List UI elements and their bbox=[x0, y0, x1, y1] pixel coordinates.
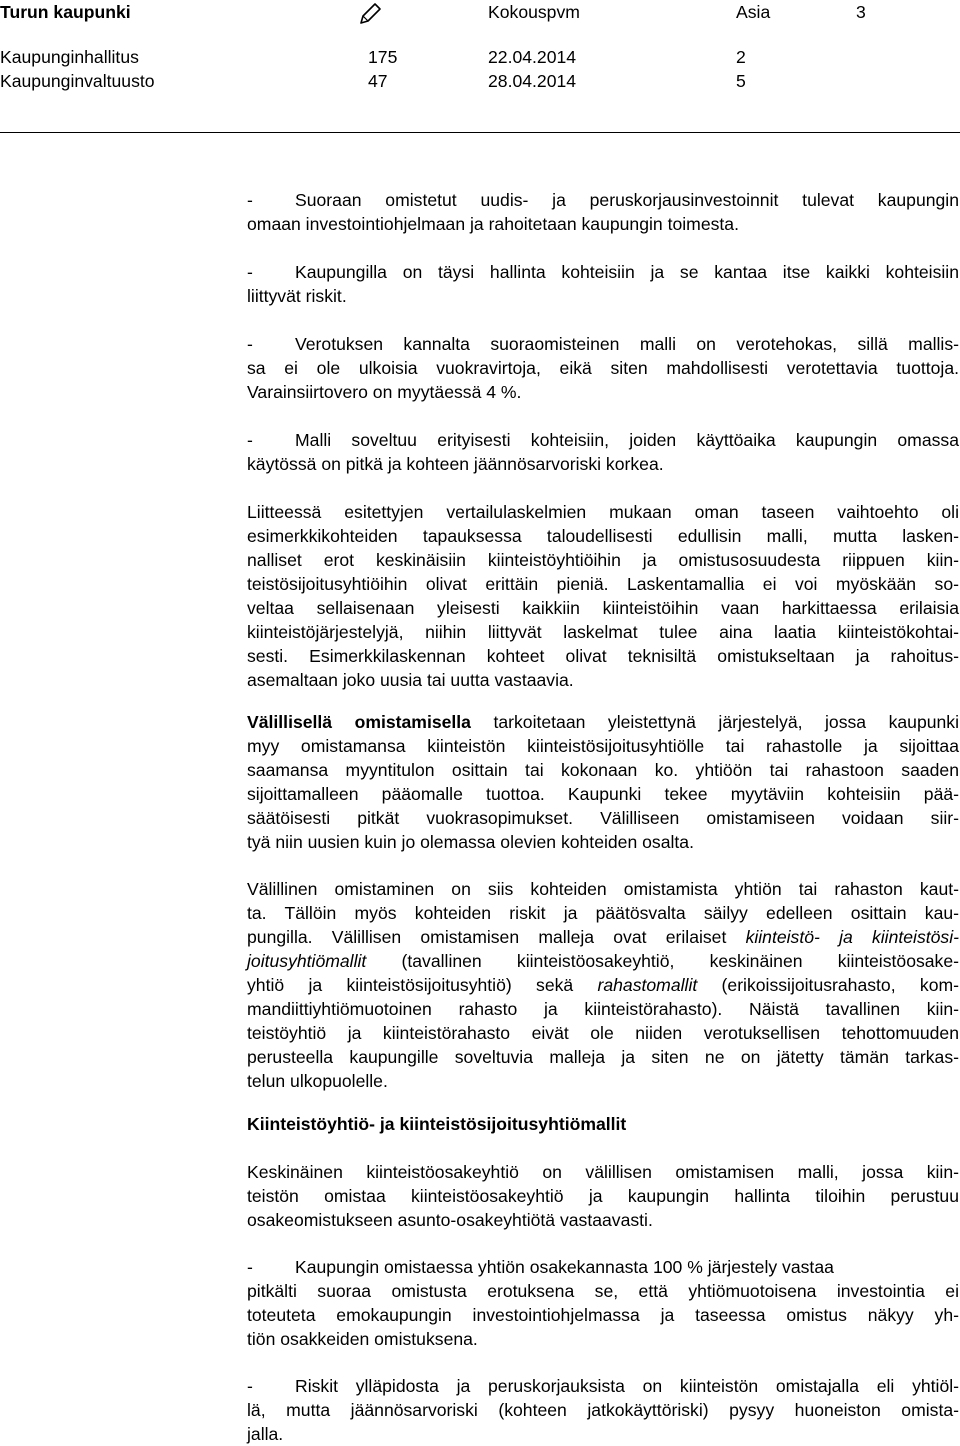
meeting-date: 22.04.2014 bbox=[488, 47, 577, 67]
meeting-body: Kaupunginhallitus bbox=[0, 47, 139, 67]
bullet-item: - Kaupungin omistaessa yhtiön osakekannasta 100 % järjestely vastaa pitkälti suoraa omistusta erotuksena se, että yhtiömuotoisena investointia ei toteuteta emokaupungin investointiohjelmassa ja taseessa omistus näkyy yh- tiön osakkeiden omistuksena. bbox=[247, 1257, 959, 1349]
meeting-number: 47 bbox=[368, 71, 388, 91]
bullet-item: - Kaupungilla on täysi hallinta kohteisiin ja se kantaa itse kaikki kohteisiin liittyvät riskit. bbox=[247, 262, 959, 306]
meeting-item: 5 bbox=[736, 71, 746, 91]
meeting-body: Kaupunginvaltuusto bbox=[0, 71, 155, 91]
meeting-number: 175 bbox=[368, 47, 398, 67]
paragraph: Välillisellä omistamisella tarkoitetaan yleistettynä järjestelyä, jossa kaupunki myy omistamansa kiinteistön kiinteistösijoitusyhtiölle tai rahastolle ja sijoittaa saamansa myyntitulon osittain tai kokonaan ko. yhtiöön tai rahastoon saaden sijoittamalleen pääomalle tuottoa. Kaupunki tekee myytäviin kohteisiin pää- säätöisesti pitkät vuokrasopimukset. Välilliseen omistamiseen voidaan siir- tyä niin uusien kuin jo olemassa olevien kohteiden osalta. bbox=[247, 712, 959, 852]
term-bold: Välillisellä omistamisella bbox=[247, 712, 471, 732]
page-number: 3 bbox=[856, 2, 866, 22]
bullet-item: - Suoraan omistetut uudis- ja peruskorjausinvestoinnit tulevat kaupungin omaan investointiohjelmaan ja rahoitetaan kaupungin toimesta. bbox=[247, 190, 959, 234]
org-name: Turun kaupunki bbox=[0, 2, 131, 22]
section-heading: Kiinteistöyhtiö- ja kiinteistösijoitusyhtiömallit bbox=[247, 1114, 627, 1134]
paragraph: Välillinen omistaminen on siis kohteiden omistamista yhtiön tai rahaston kaut- ta. Tällöin myös kohteiden riskit ja päätösvalta säilyy edelleen osittain kau- pungilla. Välillisen omistamisen malleja ovat erilaiset kiinteistö- ja kiinteistösi- joitusyhtiömallit (tavallinen kiinteistöosakeyhtiö, keskinäinen kiinteistöosake- yhtiö ja kiinteistösijoitusyhtiö) sekä rahastomallit (erikoissijoitusrahasto, kom- mandiittiyhtiömuotoinen rahasto ja kiinteistörahasto). Näistä tavallinen kiin- teistöyhtiö ja kiinteistörahasto eivät ole niiden verotuksellisen tehottomuuden perusteella kaupungille soveltuvia malleja ja siten ne on jätetty tämän tarkas- telun ulkopuolelle. bbox=[247, 879, 960, 1091]
bullet-item: - Riskit ylläpidosta ja peruskorjauksista on kiinteistön omistajalla eli yhtiöl- lä, mutta jäännösarvoriski (kohteen jatkokäyttöriski) pysyy huoneiston omista- jalla. bbox=[247, 1376, 959, 1444]
paragraph: Liitteessä esitettyjen vertailulaskelmien mukaan oman taseen vaihtoehto oli esimerkkikohteiden tapauksessa taloudellisesti edullisin malli, mutta lasken- nalliset erot keskinäisiin kiinteistöyhtiöihin ja omistusosuudesta riippuen kiin- teistösijoitusyhtiöihin olivat erittäin pieniä. Laskentamallia ei voi myöskään so- veltaa sellaisenaan yleisesti kaikkiin kiinteistöihin vaan harkittaessa erilaisia kiinteistöjärjestelyjä, niihin liittyvät laskelmat tulee aina laatia kiinteistökohtai- sesti. Esimerkkilaskennan kohteet olivat teknisiltä omistukseltaan ja rahoitus- asemaltaan joko uusia tai uutta vastaavia. bbox=[247, 502, 959, 690]
pen-icon bbox=[358, 2, 382, 26]
paragraph: Keskinäinen kiinteistöosakeyhtiö on välillisen omistamisen malli, jossa kiin- teistön omistaa kiinteistöosakeyhtiö ja kaupungin hallinta tiloihin perustuu osakeomistukseen asunto-osakeyhtiötä vastaavasti. bbox=[247, 1162, 959, 1230]
item-header: Asia bbox=[736, 2, 771, 22]
header-divider bbox=[0, 132, 960, 133]
meeting-date: 28.04.2014 bbox=[488, 71, 577, 91]
bullet-item: - Verotuksen kannalta suoraomisteinen malli on verotehokas, sillä mallis- sa ei ole ulkoisia vuokravirtoja, eikä siten mahdollisesti verotettavia tuottoja. Varainsiirtovero on myytäessä 4 %. bbox=[247, 334, 959, 402]
document-header bbox=[0, 0, 960, 140]
meeting-date-header: Kokouspvm bbox=[488, 2, 580, 22]
bullet-item: - Malli soveltuu erityisesti kohteisiin, joiden käyttöaika kaupungin omassa käytössä on pitkä ja kohteen jäännösarvoriski korkea. bbox=[247, 430, 959, 474]
meeting-item: 2 bbox=[736, 47, 746, 67]
